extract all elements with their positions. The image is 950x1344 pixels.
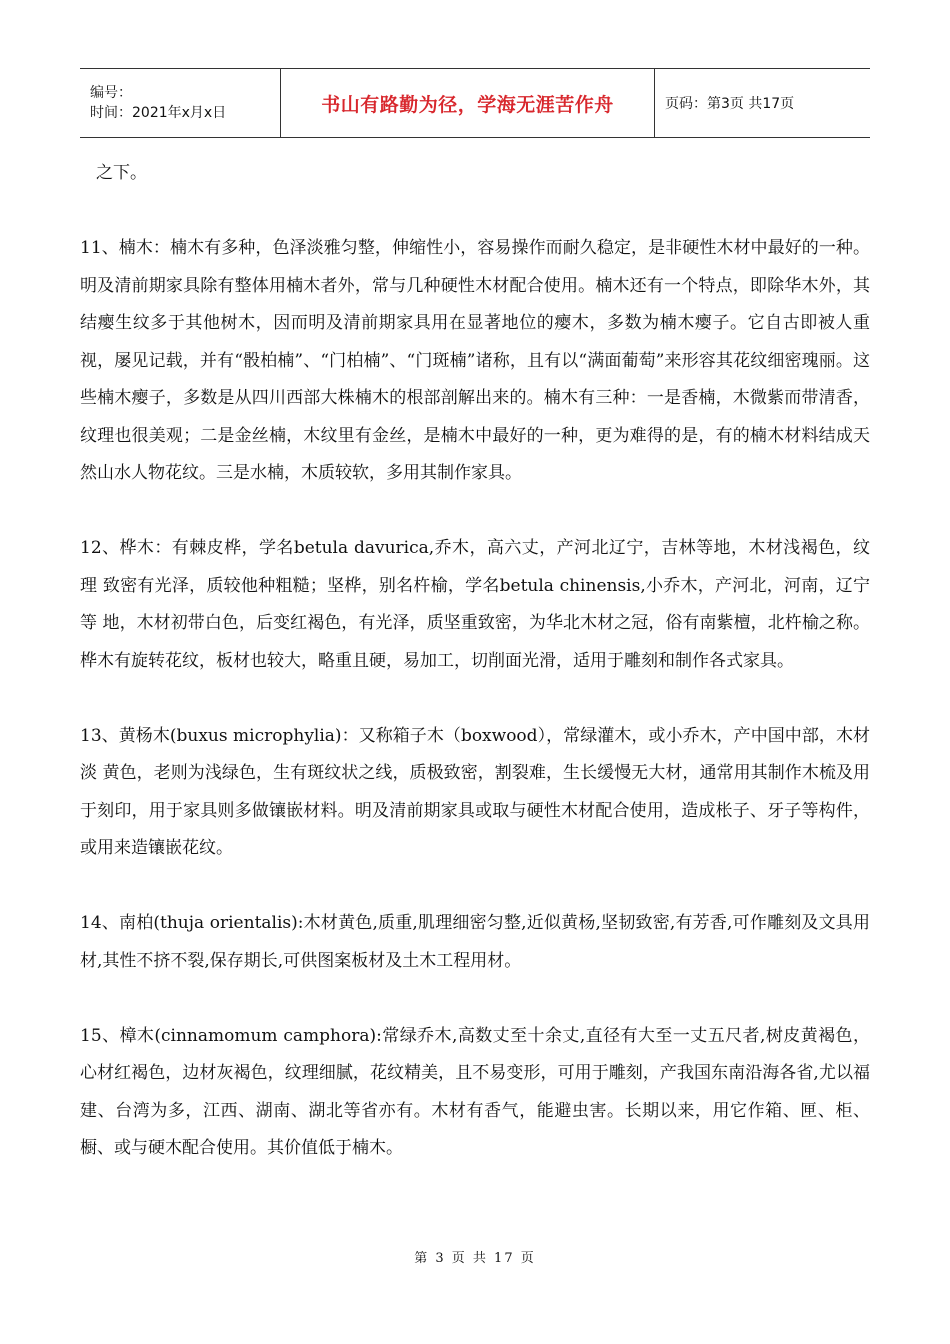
continuation-line: 之下。 [96,163,147,183]
paragraph-11: 11、楠木：楠木有多种，色泽淡雅匀整，伸缩性小，容易操作而耐久稳定，是非硬性木材中最好的一种。明及清前期家具除有整体用楠木者外，常与几种硬性木材配合使用。楠木还有一个特点，即除华木外，其结瘿生纹多于其他树木，因而明及清前期家具用在显著地位的瘿木，多数为楠木瘿子。它自古即被人重视，屡见记载，并有“骰柏楠”、“门柏楠”、“门斑楠”诸称，且有以“满面葡萄”来形容其花纹细密瑰丽。这些楠木瘿子，多数是从四川西部大株楠木的根部剖解出来的。楠木有三种：一是香楠，木微紫而带清香，纹理也很美观；二是金丝楠，木纹里有金丝，是楠木中最好的一种，更为难得的是，有的楠木材料结成天然山水人物花纹。三是水楠，木质较软，多用其制作家具。 [80,238,870,483]
document-body [80,155,870,1168]
document-time-label: 时间：2021年x月x日 [90,105,227,121]
header-motto: 书山有路勤为径，学海无涯苦作舟 [321,93,614,116]
page-footer: 第 3 页 共 17 页 [414,1251,536,1266]
page-header [80,68,870,138]
header-page-label: 页码：第3页 共17页 [665,96,795,112]
paragraph-13: 13、黄杨木(buxus microphylia)：又称箱子木（boxwood），常绿灌木，或小乔木，产中国中部，木材淡 黄色，老则为浅绿色，生有斑纹状之线，质极致密，割裂难，生长缓慢无大材，通常用其制作木梳及用于刻印，用于家具则多做镶嵌材料。明及清前期家具或取与硬性木材配合使用，造成枨子、牙子等构件，或用来造镶嵌花纹。 [80,725,870,858]
paragraph-15: 15、樟木(cinnamomum camphora):常绿乔木,高数丈至十余丈,直径有大至一丈五尺者,树皮黄褐色，心材红褐色，边材灰褐色，纹理细腻，花纹精美，且不易变形，可用于雕刻，产我国东南沿海各省,尤以福建、台湾为多，江西、湖南、湖北等省亦有。木材有香气，能避虫害。长期以来，用它作箱、匣、柜、橱、或与硬木配合使用。其价值低于楠木。 [80,1025,870,1158]
header-motto-cell [281,69,655,137]
header-page-cell [655,69,870,137]
paragraph-14: 14、南柏(thuja orientalis):木材黄色,质重,肌理细密匀整,近似黄杨,坚韧致密,有芳香,可作雕刻及文具用材,其性不挤不裂,保存期长,可供图案板材及土木工程用材。 [80,913,870,971]
document-number-label: 编号： [90,85,132,101]
paragraph-12: 12、桦木：有棘皮桦，学名betula davurica,乔木，高六丈，产河北辽宁，吉林等地，木材浅褐色，纹理 致密有光泽，质较他种粗糙；坚桦，别名杵榆，学名betula chinensis,小乔木，产河北，河南，辽宁等 地，木材初带白色，后变红褐色，有光泽，质坚重致密，为华北木材之冠，俗有南紫檀，北杵榆之称。桦木有旋转花纹，板材也较大，略重且硬，易加工，切削面光滑，适用于雕刻和制作各式家具。 [80,538,870,671]
header-meta [80,69,281,137]
